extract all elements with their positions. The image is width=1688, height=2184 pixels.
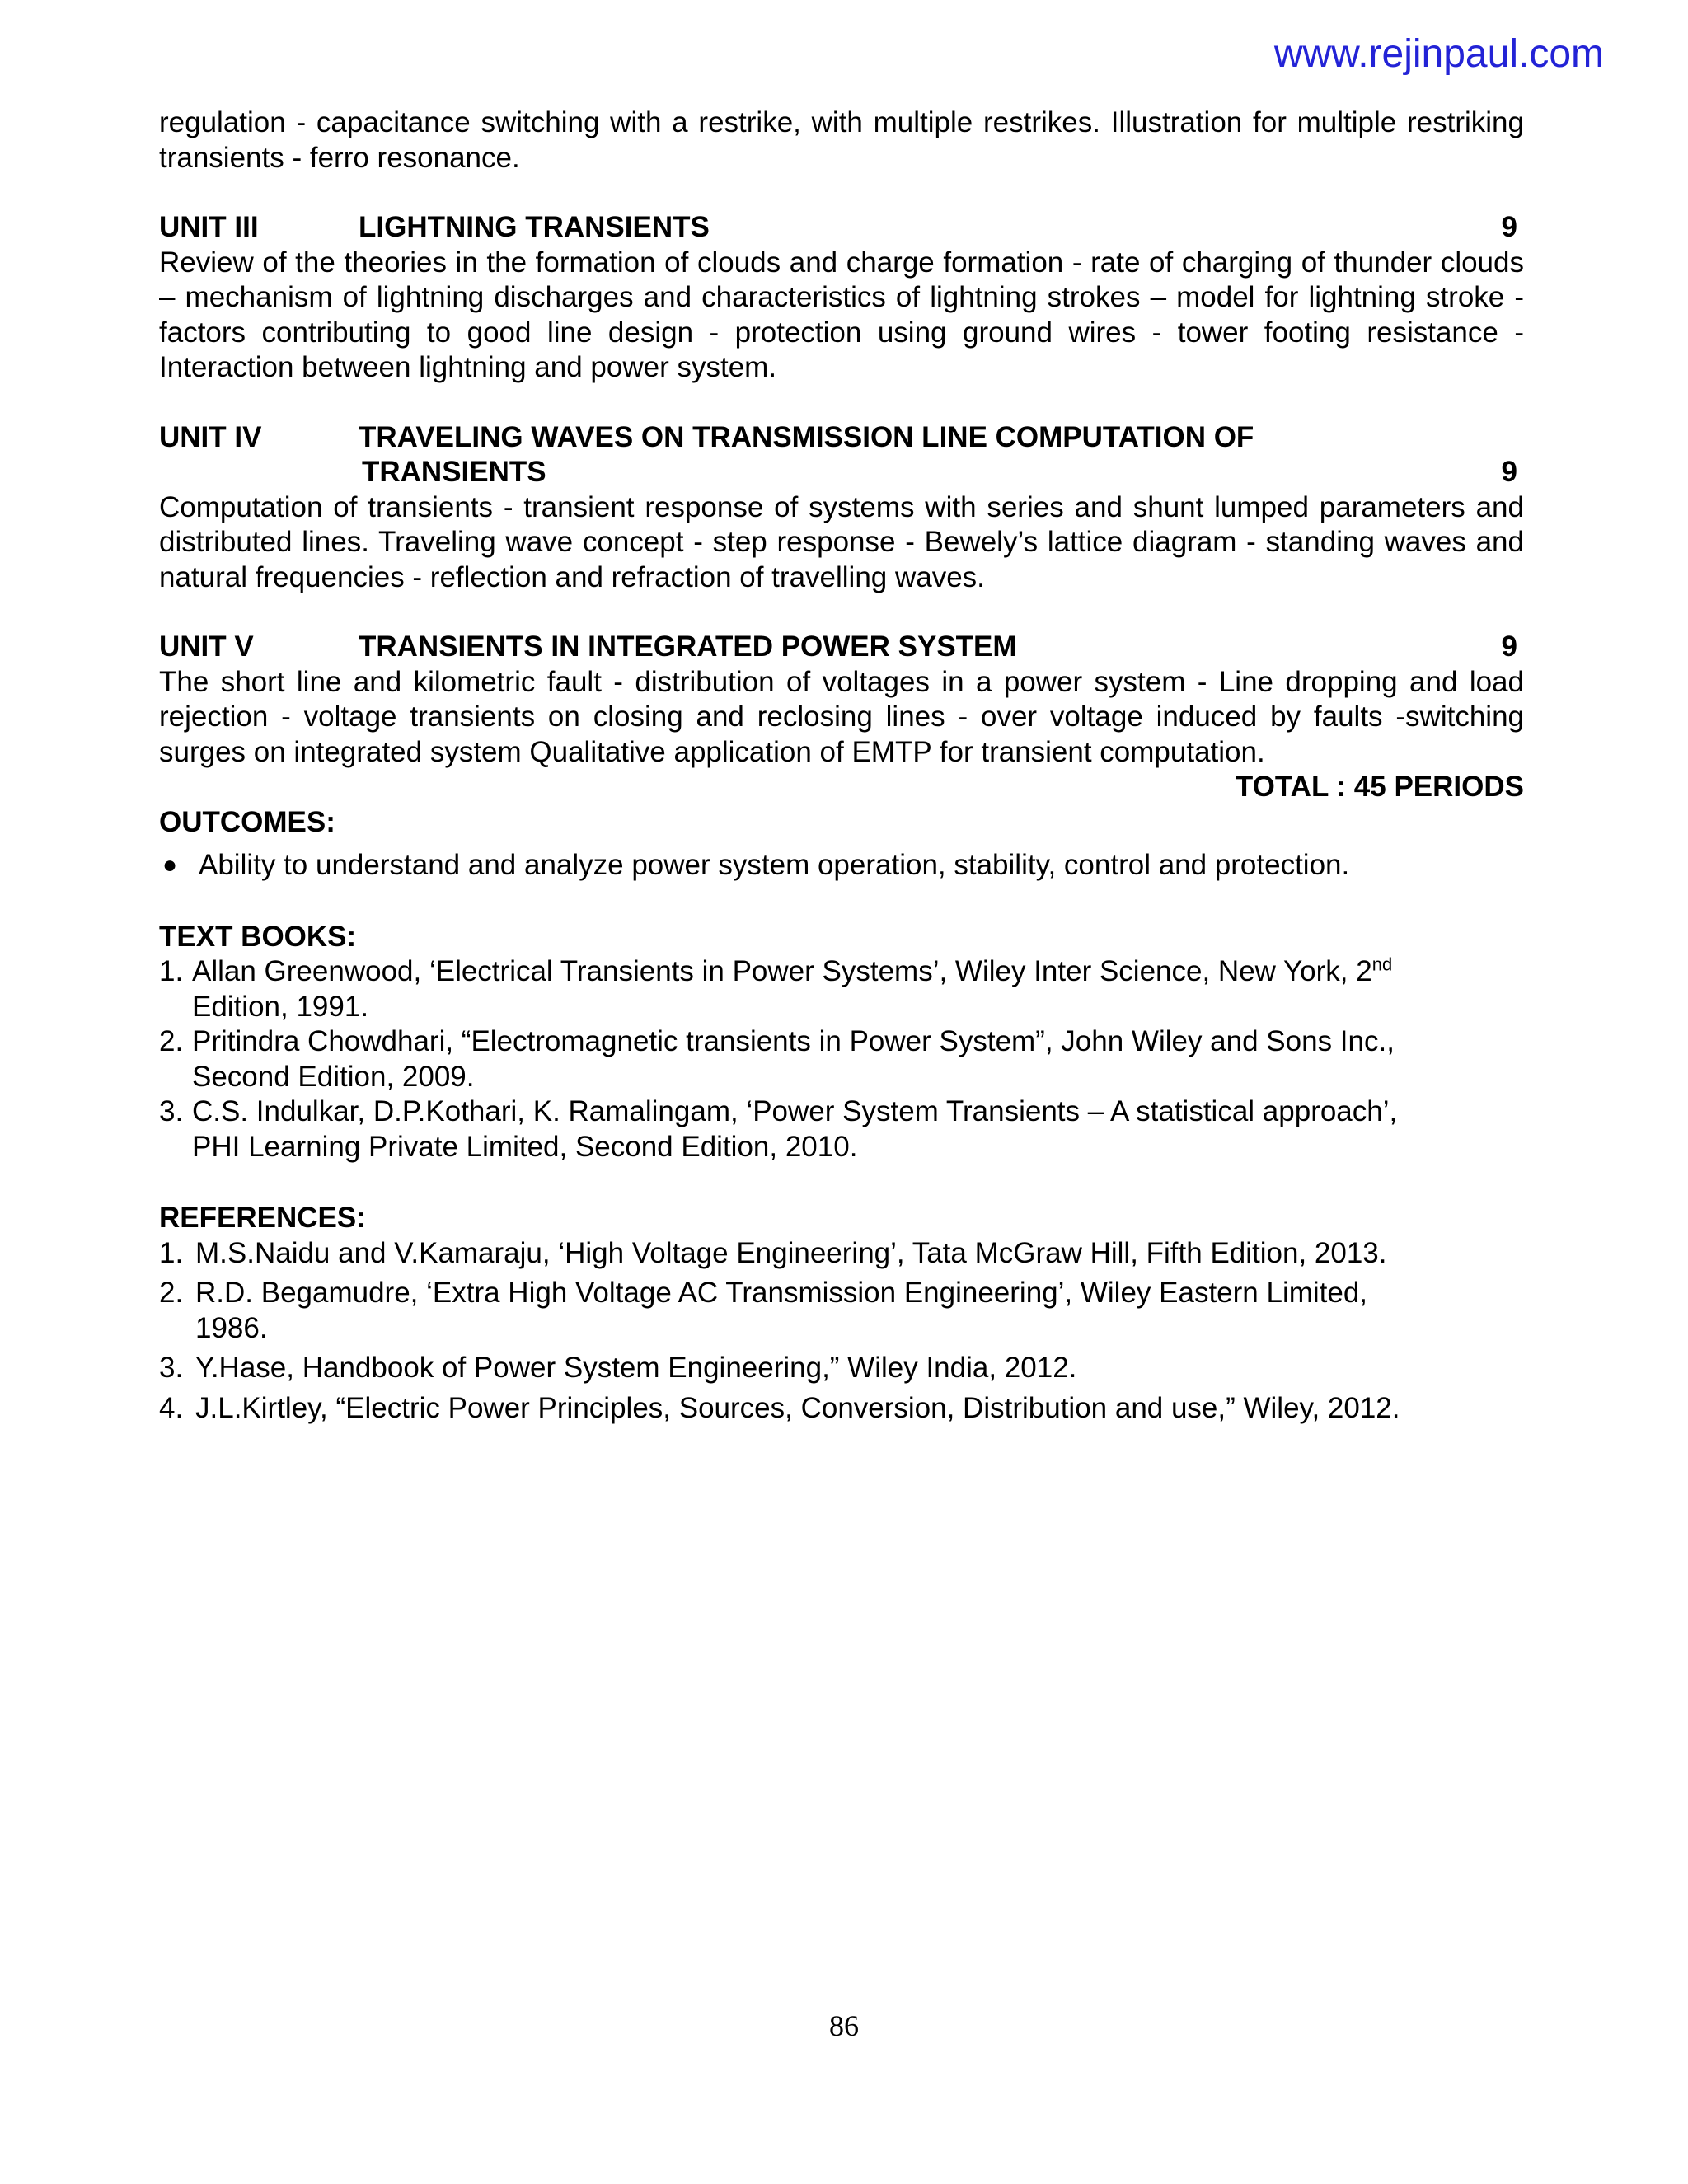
reference-2-line1: R.D. Begamudre, ‘Extra High Voltage AC Transmission Engineering’, Wiley Eastern Limited, [195,1277,1368,1309]
unit-3-code: UNIT III [159,211,259,243]
reference-item-1 [159,1236,1524,1272]
outcomes-heading: OUTCOMES: [159,805,335,838]
textbook-2-line1: Pritindra Chowdhari, “Electromagnetic transients in Power System”, John Wiley and Sons Inc., [192,1025,1395,1057]
outcome-text: Ability to understand and analyze power system operation, stability, control and protection. [199,849,1350,881]
unit-4-code: UNIT IV [159,420,262,453]
textbook-item-2 [159,1024,1524,1094]
unit-5-heading [159,630,1524,665]
superscript: nd [1372,954,1393,975]
list-number: 4. [159,1391,184,1424]
reference-item-3 [159,1351,1524,1386]
list-number: 1. [159,955,184,987]
unit-4-body: Computation of transients - transient response of systems with series and shunt lumped parameters and distributed lines. Traveling wave concept - step response - Bewely’s lattice diagram - standing waves and natural frequencies - reflection and refraction of travelling waves. [159,490,1524,593]
textbook-1-text: Allan Greenwood, ‘Electrical Transients in Power Systems’, Wiley Inter Science, New York, 2 [192,955,1372,987]
textbooks-heading: TEXT BOOKS: [159,920,357,953]
intro-paragraph: regulation - capacitance switching with a restrike, with multiple restrikes. Illustration for multiple restriking transients - ferro resonance. [159,106,1524,174]
unit-5-code: UNIT V [159,630,254,663]
list-number: 3. [159,1095,184,1127]
textbook-1-text-cont: Edition, 1991. [192,990,369,1023]
textbook-2-line2: Second Edition, 2009. [192,1060,475,1093]
reference-text [195,1276,1524,1346]
unit-4-title-line1: TRAVELING WAVES ON TRANSMISSION LINE COMPUTATION OF [359,420,1254,453]
document-body [159,105,1524,1431]
unit-4-title [359,420,1484,490]
unit-3-heading [159,210,1524,246]
outcome-item [159,848,1524,883]
references-heading: REFERENCES: [159,1202,366,1234]
textbook-3-line1: C.S. Indulkar, D.P.Kothari, K. Ramalingam, ‘Power System Transients – A statistical approach’, [192,1095,1398,1127]
reference-text: Y.Hase, Handbook of Power System Engineering,” Wiley India, 2012. [195,1352,1077,1384]
unit-3-title: LIGHTNING TRANSIENTS [359,211,710,243]
textbook-text [192,1094,1524,1165]
list-number: 1. [159,1236,184,1269]
page-number: 86 [829,2009,859,2042]
unit-4-heading [159,420,1524,490]
textbook-item-1 [159,954,1524,1024]
unit-5-hours: 9 [1501,630,1517,663]
references-section [159,1201,1524,1426]
unit-4-hours-value: 9 [1501,456,1517,488]
textbook-text [192,1024,1524,1094]
textbook-item-3 [159,1094,1524,1165]
unit-4-hours [1484,420,1524,490]
reference-text: J.L.Kirtley, “Electric Power Principles, Sources, Conversion, Distribution and use,” Wiley, 2012. [195,1391,1400,1424]
unit-5-title: TRANSIENTS IN INTEGRATED POWER SYSTEM [359,630,1017,663]
reference-item-4 [159,1391,1524,1427]
reference-item-2 [159,1276,1524,1346]
site-url-link[interactable]: www.rejinpaul.com [1273,32,1604,76]
list-number: 3. [159,1352,184,1384]
list-number: 2. [159,1025,184,1057]
unit-5-body: The short line and kilometric fault - distribution of voltages in a power system - Line dropping and load rejection - voltage transients on closing and reclosing lines - over voltage induced by faults -switching surges on integrated system Qualitative application of EMTP for transient computation. [159,665,1524,768]
unit-3-hours: 9 [1501,211,1517,243]
reference-text: M.S.Naidu and V.Kamaraju, ‘High Voltage Engineering’, Tata McGraw Hill, Fifth Edition, 2013. [195,1236,1387,1269]
bullet-icon: ● [162,851,178,879]
total-periods: TOTAL : 45 PERIODS [1235,771,1524,803]
list-number: 2. [159,1277,184,1309]
textbook-3-line2: PHI Learning Private Limited, Second Edition, 2010. [192,1130,858,1163]
unit-4-title-line2: TRANSIENTS [362,456,546,488]
unit-3-body: Review of the theories in the formation of clouds and charge formation - rate of charging of thunder clouds – mechanism of lightning discharges and characteristics of lightning strokes – model for lightning stroke - factors contributing to good line design - protection using ground wires - tower footing resistance - Interaction between lightning and power system. [159,246,1524,383]
reference-2-line2: 1986. [195,1311,268,1344]
textbook-text [192,954,1524,1024]
